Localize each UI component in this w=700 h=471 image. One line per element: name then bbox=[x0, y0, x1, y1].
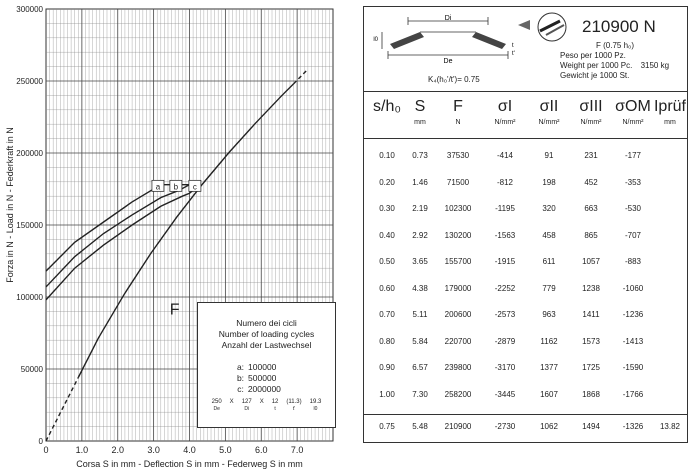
table-cell: 130200 bbox=[444, 230, 472, 240]
y-tick-label: 250000 bbox=[16, 77, 43, 86]
table-cell: 155700 bbox=[444, 257, 472, 266]
table-cell: 1573 bbox=[582, 336, 600, 346]
table-cell: -530 bbox=[624, 204, 641, 213]
f-note: F (0.75 h₀) bbox=[596, 41, 634, 50]
table-cell: -1915 bbox=[494, 257, 516, 266]
x-tick-label: 2.0 bbox=[111, 445, 125, 455]
table-row bbox=[364, 224, 687, 248]
x-tick-label: 4.0 bbox=[183, 445, 196, 455]
y-tick-label: 150000 bbox=[16, 221, 43, 230]
cycles-title-de: Anzahl der Lastwechsel bbox=[221, 340, 312, 350]
y-tick-label: 50000 bbox=[20, 365, 43, 374]
table-cell: 963 bbox=[542, 310, 556, 319]
table-cell: -414 bbox=[496, 151, 513, 160]
weight-de: Gewicht je 1000 St. bbox=[560, 71, 630, 80]
table-cell: -2252 bbox=[494, 283, 516, 293]
cycles-legend-box bbox=[197, 302, 336, 428]
table-header-cell: σIII N/mm² bbox=[579, 98, 603, 126]
table-cell: -1766 bbox=[622, 389, 644, 399]
table-cell: 0.90 bbox=[379, 363, 395, 372]
table-cell: 1.46 bbox=[412, 177, 428, 187]
table-cell: -3170 bbox=[494, 363, 516, 372]
table-cell: 663 bbox=[584, 204, 598, 213]
x-tick-label: 6.0 bbox=[254, 445, 268, 455]
table-cell: 5.11 bbox=[412, 310, 428, 319]
weight-en: Weight per 1000 Pc. 3150 kg bbox=[560, 61, 670, 70]
table-header-cell: F N bbox=[453, 98, 463, 126]
table-cell: 1162 bbox=[540, 336, 558, 346]
table-cell: 198 bbox=[542, 177, 556, 187]
x-tick-label: 5.0 bbox=[219, 445, 232, 455]
table-cell: 220700 bbox=[444, 336, 472, 346]
y-tick-label: 300000 bbox=[16, 5, 43, 14]
table-cell: 71500 bbox=[446, 177, 470, 187]
table-cell: 231 bbox=[584, 151, 598, 160]
y-axis-label: Forza in N - Load in N - Federkraft in N bbox=[5, 127, 15, 283]
table-row bbox=[364, 197, 687, 221]
table-row bbox=[364, 330, 687, 354]
cycles-title-en: Number of loading cycles bbox=[218, 329, 315, 339]
table-cell: 452 bbox=[584, 177, 598, 187]
cycles-item-c: c: 2000000 bbox=[237, 384, 281, 394]
table-row bbox=[364, 383, 687, 407]
table-header-cell: σOM N/mm² bbox=[615, 98, 651, 126]
series-F-label: F bbox=[169, 301, 180, 319]
table-cell: 13.82 bbox=[659, 422, 681, 431]
table-cell: 1607 bbox=[540, 389, 558, 399]
x-axis-label: Corsa S in mm - Deflection S in mm - Federweg S in mm bbox=[76, 459, 303, 469]
table-cell: 5.48 bbox=[412, 422, 428, 431]
table-cell: 258200 bbox=[444, 389, 472, 399]
table-cell: 0.10 bbox=[379, 151, 395, 160]
cycles-title-it: Numero dei cicli bbox=[236, 318, 297, 328]
de-label: De bbox=[443, 58, 453, 65]
table-cell: 320 bbox=[542, 204, 556, 213]
table-cell: 1725 bbox=[582, 363, 600, 372]
table-cell: 4.38 bbox=[412, 283, 428, 293]
table-cell: 1.00 bbox=[379, 389, 395, 399]
table-cell: 865 bbox=[584, 230, 598, 240]
series-c-label: c bbox=[192, 182, 197, 192]
spring-data-table bbox=[363, 92, 688, 443]
table-cell: 0.70 bbox=[379, 310, 395, 319]
table-cell: 0.50 bbox=[379, 257, 395, 266]
table-row bbox=[364, 277, 687, 301]
table-header-cell: Iprüf mm bbox=[653, 98, 686, 126]
part-number: 210900 N bbox=[582, 17, 656, 36]
cycles-item-a: a: 100000 bbox=[236, 362, 277, 372]
table-cell: 1868 bbox=[582, 389, 600, 399]
tp-label: t' bbox=[512, 51, 515, 57]
series-b-label: b bbox=[173, 182, 179, 192]
t-label: t bbox=[512, 43, 514, 49]
table-cell: 0.40 bbox=[379, 230, 395, 240]
table-cell: -1195 bbox=[495, 204, 515, 213]
table-cell: -883 bbox=[624, 257, 641, 266]
y-tick-label: 100000 bbox=[16, 293, 43, 302]
x-tick-label: 0 bbox=[43, 445, 49, 455]
di-label: Di bbox=[444, 15, 452, 22]
table-cell: 2.92 bbox=[412, 230, 428, 240]
table-cell: -1413 bbox=[622, 336, 644, 346]
series-a-label: a bbox=[155, 182, 161, 192]
table-cell: 779 bbox=[542, 283, 556, 293]
table-cell: -3445 bbox=[494, 389, 516, 399]
table-cell: 611 bbox=[542, 257, 556, 266]
table-row bbox=[364, 356, 687, 380]
table-cell: 179000 bbox=[444, 283, 472, 293]
table-cell: 1057 bbox=[582, 257, 600, 266]
table-cell: 6.57 bbox=[412, 363, 428, 372]
weight-it: Peso per 1000 Pz. bbox=[560, 51, 626, 60]
table-cell: -707 bbox=[624, 230, 641, 240]
table-cell: 0.30 bbox=[379, 204, 395, 213]
table-cell: 0.73 bbox=[412, 151, 428, 160]
l0-label: l0 bbox=[373, 37, 378, 43]
table-cell: 458 bbox=[542, 230, 556, 240]
table-cell: -1236 bbox=[622, 310, 644, 319]
table-cell: -353 bbox=[624, 177, 641, 187]
table-cell: 5.84 bbox=[412, 336, 428, 346]
table-cell: 91 bbox=[544, 151, 554, 160]
table-cell: -1590 bbox=[622, 363, 644, 372]
table-row bbox=[364, 171, 687, 195]
table-cell: 0.80 bbox=[379, 336, 395, 346]
spec-panel bbox=[363, 6, 688, 92]
table-cell: 2.19 bbox=[412, 204, 428, 213]
table-cell: 1377 bbox=[540, 363, 558, 372]
table-header-cell: σII N/mm² bbox=[538, 98, 560, 126]
table-header bbox=[364, 92, 687, 139]
table-cell: 1062 bbox=[540, 422, 558, 431]
table-row bbox=[364, 144, 687, 168]
table-cell: -177 bbox=[624, 151, 641, 160]
table-cell: 102300 bbox=[444, 204, 472, 213]
table-cell: -812 bbox=[496, 177, 513, 187]
table-cell: -1563 bbox=[494, 230, 516, 240]
table-cell: 1238 bbox=[582, 283, 600, 293]
table-cell: 0.75 bbox=[379, 422, 395, 431]
table-cell: 0.20 bbox=[379, 177, 395, 187]
k-ratio: K₄(h₀'/t')= 0.75 bbox=[428, 75, 480, 84]
table-cell: 1411 bbox=[582, 310, 600, 319]
table-cell: 239800 bbox=[444, 363, 472, 372]
y-tick-label: 200000 bbox=[16, 149, 43, 158]
table-cell: -1326 bbox=[622, 422, 644, 431]
table-row bbox=[364, 303, 687, 327]
table-cell: 200600 bbox=[444, 310, 472, 319]
table-cell: -2573 bbox=[494, 310, 516, 319]
y-tick-label: 0 bbox=[38, 437, 43, 446]
table-row bbox=[364, 250, 687, 274]
disc-spring-diagram-icon bbox=[370, 11, 570, 73]
table-cell: -1060 bbox=[622, 283, 644, 293]
weight-value: 3150 kg bbox=[640, 61, 670, 70]
x-tick-label: 3.0 bbox=[147, 445, 160, 455]
table-cell: 1494 bbox=[582, 422, 600, 431]
spring-dimensions: 250 De X 127 Di X 12 t (11.3) t' 19.3 l0 bbox=[211, 399, 322, 412]
table-header-cell: S mm bbox=[414, 98, 426, 126]
x-tick-label: 1.0 bbox=[75, 445, 89, 455]
table-cell: 37530 bbox=[446, 151, 470, 160]
table-cell: -2730 bbox=[494, 422, 516, 431]
table-header-cell: s/h₀ bbox=[373, 98, 401, 115]
cycles-item-b: b: 500000 bbox=[236, 373, 277, 383]
table-cell: 0.60 bbox=[379, 283, 395, 293]
table-header-cell: σI N/mm² bbox=[494, 98, 516, 126]
table-cell: 3.65 bbox=[412, 257, 428, 266]
table-cell: -2879 bbox=[494, 336, 516, 346]
table-cell: 7.30 bbox=[412, 389, 428, 399]
table-cell: 210900 bbox=[444, 422, 472, 431]
x-tick-label: 7.0 bbox=[290, 445, 304, 455]
table-row bbox=[364, 414, 687, 439]
